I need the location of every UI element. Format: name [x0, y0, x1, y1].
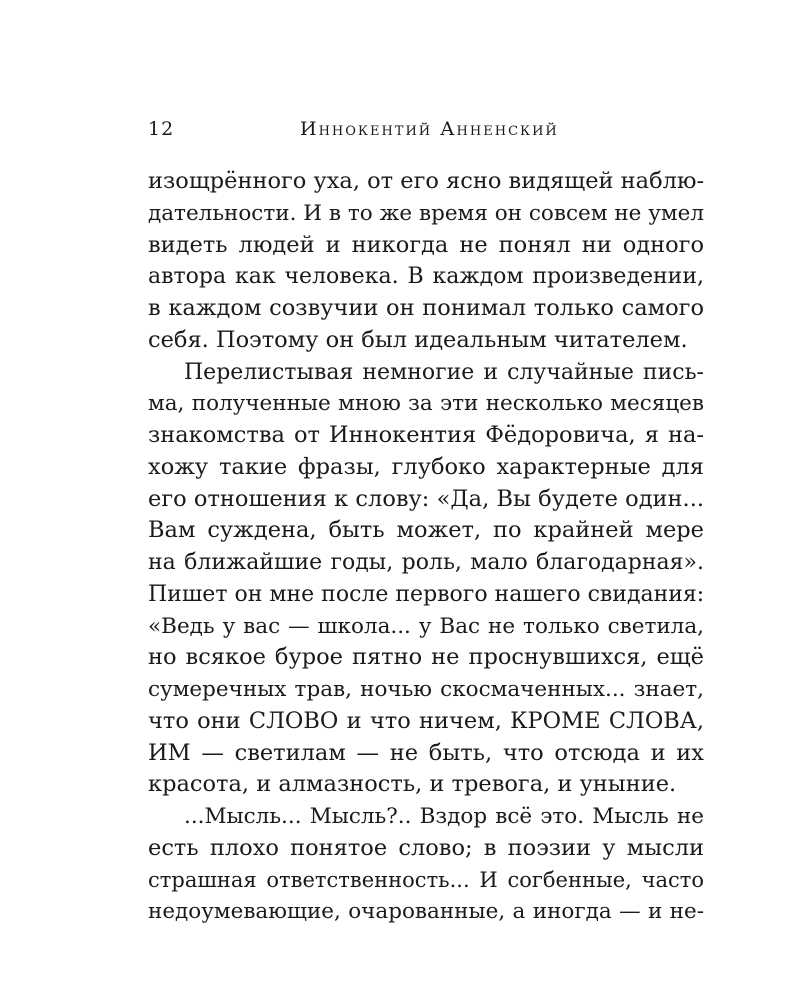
- text-line: ма, полученные мною за эти несколько месяцев: [148, 391, 704, 417]
- text-line: ...Мысль... Мысль?.. Вздор всё это. Мысль не: [184, 804, 704, 829]
- text-line: знакомства от Иннокентия Фёдоровича, я на-: [148, 422, 704, 448]
- running-title: Иннокентий Анненский: [300, 118, 559, 140]
- text-line: автора как человека. В каждом произведении,: [148, 264, 704, 290]
- text-line: ИМ — светилам — не быть, что отсюда и их: [148, 739, 704, 766]
- text-line: красота, и алмазность, и тревога, и уныние.: [148, 771, 677, 798]
- text-line: Вам суждена, быть может, по крайней мере: [148, 517, 704, 544]
- text-line: «Ведь у вас — школа... у Вас не только светила,: [148, 613, 704, 639]
- text-line: но всякое бурое пятно не проснувшихся, ещё: [148, 644, 704, 671]
- running-head: [148, 118, 703, 146]
- text-line: сумеречных трав, ночью скосмаченных... знает,: [148, 677, 704, 702]
- text-line: себя. Поэтому он был идеальным читателем.: [148, 326, 688, 353]
- text-line: страшная ответственность... И согбенные, часто: [148, 867, 704, 892]
- text-line: что они СЛОВО и что ничем, КРОМЕ СЛОВА,: [148, 707, 704, 734]
- text-line: его отношения к слову: «Да, Вы будете один...: [148, 485, 704, 512]
- text-line: изощрённого уха, от его ясно видящей наблю-: [148, 168, 705, 194]
- text-line: дательности. И в то же время он совсем не умел: [148, 200, 704, 226]
- page-number: 12: [148, 118, 175, 140]
- text-line: есть плохо понятое слово; в поэзии у мысли: [148, 834, 704, 861]
- text-line: Перелистывая немногие и случайные пись-: [184, 359, 704, 385]
- body-text: [148, 166, 704, 928]
- text-line: в каждом созвучии он понимал только самого: [148, 295, 704, 321]
- text-line: хожу такие фразы, глубоко характерные для: [148, 453, 704, 480]
- text-line: Пишет он мне после первого нашего свидания:: [148, 581, 705, 607]
- text-line: на ближайшие годы, роль, мало благодарная».: [148, 550, 704, 575]
- text-line: недоумевающие, очарованные, а иногда — и не-: [148, 899, 704, 925]
- text-line: видеть людей и никогда не понял ни одного: [148, 231, 704, 258]
